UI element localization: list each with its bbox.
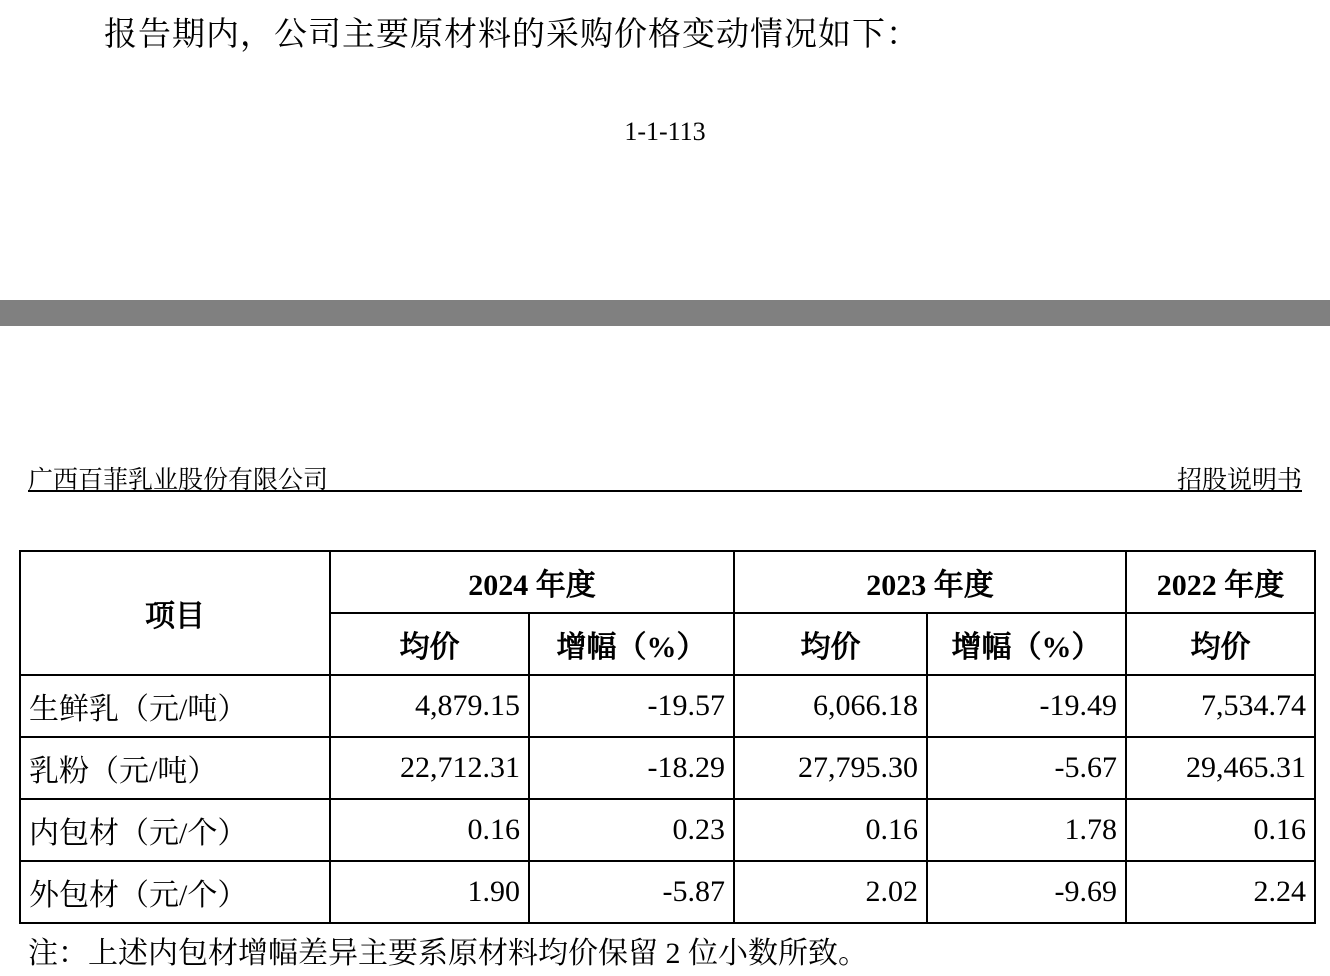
growth-header-2024: 增幅（%） — [529, 613, 734, 675]
item-header: 项目 — [20, 551, 330, 675]
price-2022: 2.24 — [1126, 861, 1315, 923]
table-header-row — [20, 551, 1315, 613]
growth-header-2023: 增幅（%） — [927, 613, 1126, 675]
price-2024: 0.16 — [330, 799, 529, 861]
company-name: 广西百菲乳业股份有限公司 — [28, 467, 329, 494]
intro-paragraph: 报告期内，公司主要原材料的采购价格变动情况如下： — [104, 17, 920, 53]
item-name: 生鲜乳（元/吨） — [20, 675, 330, 737]
year-2024-header: 2024 年度 — [330, 551, 734, 613]
page-number: 1-1-113 — [624, 117, 706, 146]
price-2023: 27,795.30 — [734, 737, 927, 799]
header-rule — [28, 490, 1302, 492]
page-divider — [0, 300, 1330, 326]
avg-price-header-2023: 均价 — [734, 613, 927, 675]
growth-2023: -9.69 — [927, 861, 1126, 923]
table-row — [20, 737, 1315, 799]
price-2024: 4,879.15 — [330, 675, 529, 737]
growth-2024: -19.57 — [529, 675, 734, 737]
item-name: 外包材（元/个） — [20, 861, 330, 923]
growth-2024: -5.87 — [529, 861, 734, 923]
year-2023-header: 2023 年度 — [734, 551, 1126, 613]
raw-material-price-table — [19, 550, 1316, 924]
document-type: 招股说明书 — [1176, 467, 1302, 494]
growth-2023: 1.78 — [927, 799, 1126, 861]
price-2023: 6,066.18 — [734, 675, 927, 737]
price-2023: 0.16 — [734, 799, 927, 861]
item-name: 乳粉（元/吨） — [20, 737, 330, 799]
price-2022: 7,534.74 — [1126, 675, 1315, 737]
price-2024: 22,712.31 — [330, 737, 529, 799]
price-2022: 29,465.31 — [1126, 737, 1315, 799]
growth-2024: 0.23 — [529, 799, 734, 861]
avg-price-header-2022: 均价 — [1126, 613, 1315, 675]
table-row — [20, 675, 1315, 737]
growth-2023: -5.67 — [927, 737, 1126, 799]
avg-price-header-2024: 均价 — [330, 613, 529, 675]
item-name: 内包材（元/个） — [20, 799, 330, 861]
table-row — [20, 799, 1315, 861]
growth-2024: -18.29 — [529, 737, 734, 799]
table-row — [20, 861, 1315, 923]
price-2024: 1.90 — [330, 861, 529, 923]
year-2022-header: 2022 年度 — [1126, 551, 1315, 613]
price-2022: 0.16 — [1126, 799, 1315, 861]
growth-2023: -19.49 — [927, 675, 1126, 737]
price-2023: 2.02 — [734, 861, 927, 923]
table-note: 注：上述内包材增幅差异主要系原材料均价保留 2 位小数所致。 — [28, 937, 868, 970]
